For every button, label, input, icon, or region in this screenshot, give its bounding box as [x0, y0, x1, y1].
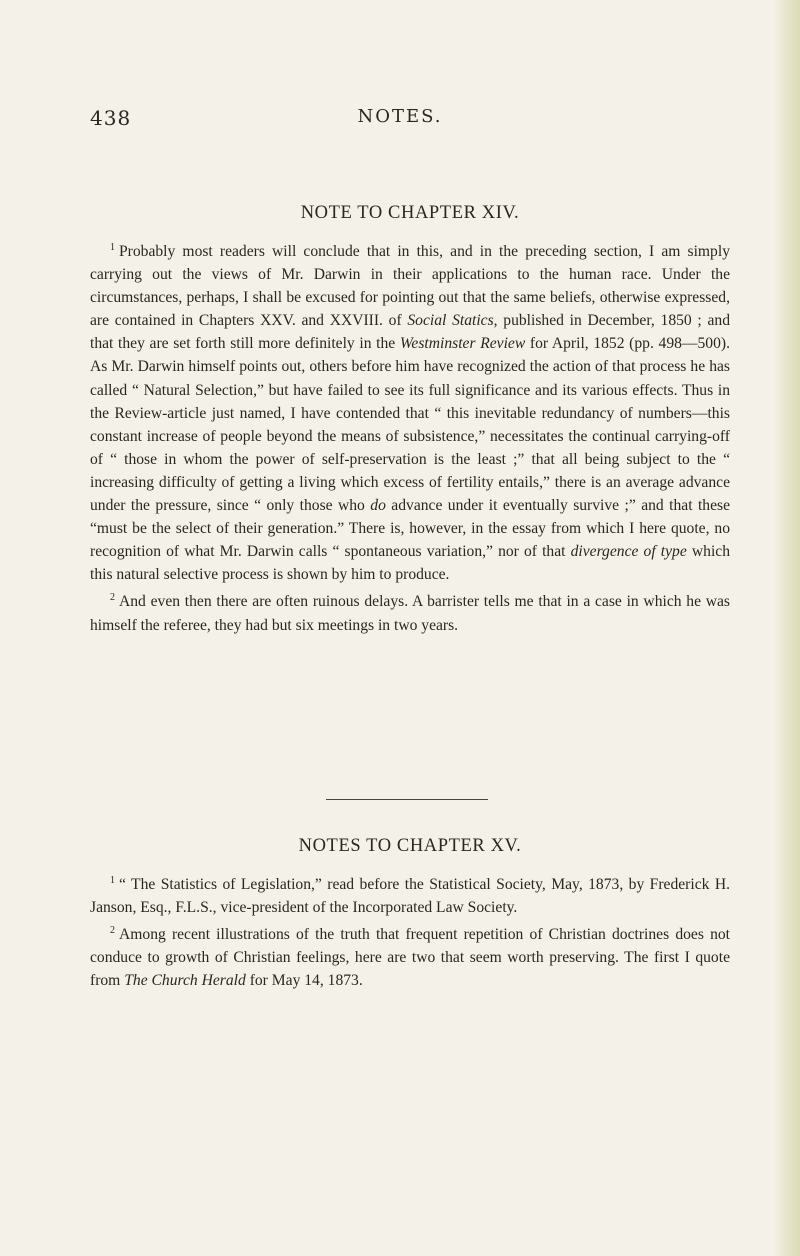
chapter-14-notes	[90, 203, 730, 637]
italic-text: do	[370, 497, 386, 515]
running-head: NOTES.	[357, 106, 443, 127]
italic-text: divergence of type	[570, 543, 687, 561]
footnote	[90, 919, 730, 992]
italic-text: Social Statics	[407, 312, 494, 330]
page-edge-shadow	[774, 0, 800, 1256]
chapter-14-heading: NOTE TO CHAPTER XIV.	[300, 203, 520, 223]
note-text: Probably most readers will conclude that in this, and in the preceding section, I am simply carrying out the views of Mr. Darwin in their applications to the human race. Under the circumstances, perhaps, I shall be excused for pointing out that the same beliefs, otherwise expressed, are contained in Chapters XXV. and XXVIII. of	[90, 243, 730, 330]
note-text: for April, 1852 (pp. 498—500). As Mr. Darwin himself points out, others before him have recognized the action of that process he has called “ Natural Selection,” but have failed to see its full significance and its various effects. Thus in the Review-article just named, I have contended that “ this inevitable redundancy of numbers—this constant increase of people beyond the means of subsistence,” necessitates the continual carrying-off of “ those in whom the power of self-preservation is the least ;” that all being subject to the “ increasing difficulty of getting a living which excess of fertility entails,” there is an average advance under the pressure, since “ only those who	[90, 335, 730, 515]
note-text: for May 14, 1873.	[245, 972, 363, 990]
chapter-15-notes	[90, 836, 730, 992]
page-number: 438	[90, 106, 132, 130]
footnote	[90, 236, 730, 586]
note-text: which this natural selective process is shown by him to produce.	[90, 543, 730, 584]
chapter-15-heading: NOTES TO CHAPTER XV.	[298, 836, 522, 856]
page-header	[90, 106, 710, 136]
note-text: “ The Statistics of Legislation,” read before the Statistical Society, May, 1873, by Frederick H. Janson, Esq., F.L.S., vice-president of the Incorporated Law Society.	[90, 876, 730, 917]
note-text: advance under it eventually survive ;” and that these “must be the select of their generation.” There is, however, in the essay from which I here quote, no recognition of what Mr. Darwin calls “ spontaneous variation,” nor of that	[90, 497, 730, 561]
footnote-marker: 1	[110, 242, 115, 253]
footnote-marker: 1	[110, 875, 115, 886]
footnote	[90, 869, 730, 919]
note-text: , published in December, 1850 ; and that they are set forth still more definitely in the	[90, 312, 730, 353]
note-text: Among recent illustrations of the truth that frequent repetition of Christian doctrines does not conduce to growth of Christian feelings, here are two that seem worth preserving. The first I quote from	[90, 926, 730, 990]
note-text: And even then there are often ruinous delays. A barrister tells me that in a case in which he was himself the referee, they had but six meetings in two years.	[90, 593, 730, 634]
italic-text: Westminster Review	[399, 335, 526, 353]
footnote-marker: 2	[110, 592, 115, 604]
footnote	[90, 586, 730, 636]
footnote-marker: 2	[110, 925, 115, 937]
italic-text: The Church Herald	[124, 972, 246, 990]
section-divider	[326, 799, 488, 800]
